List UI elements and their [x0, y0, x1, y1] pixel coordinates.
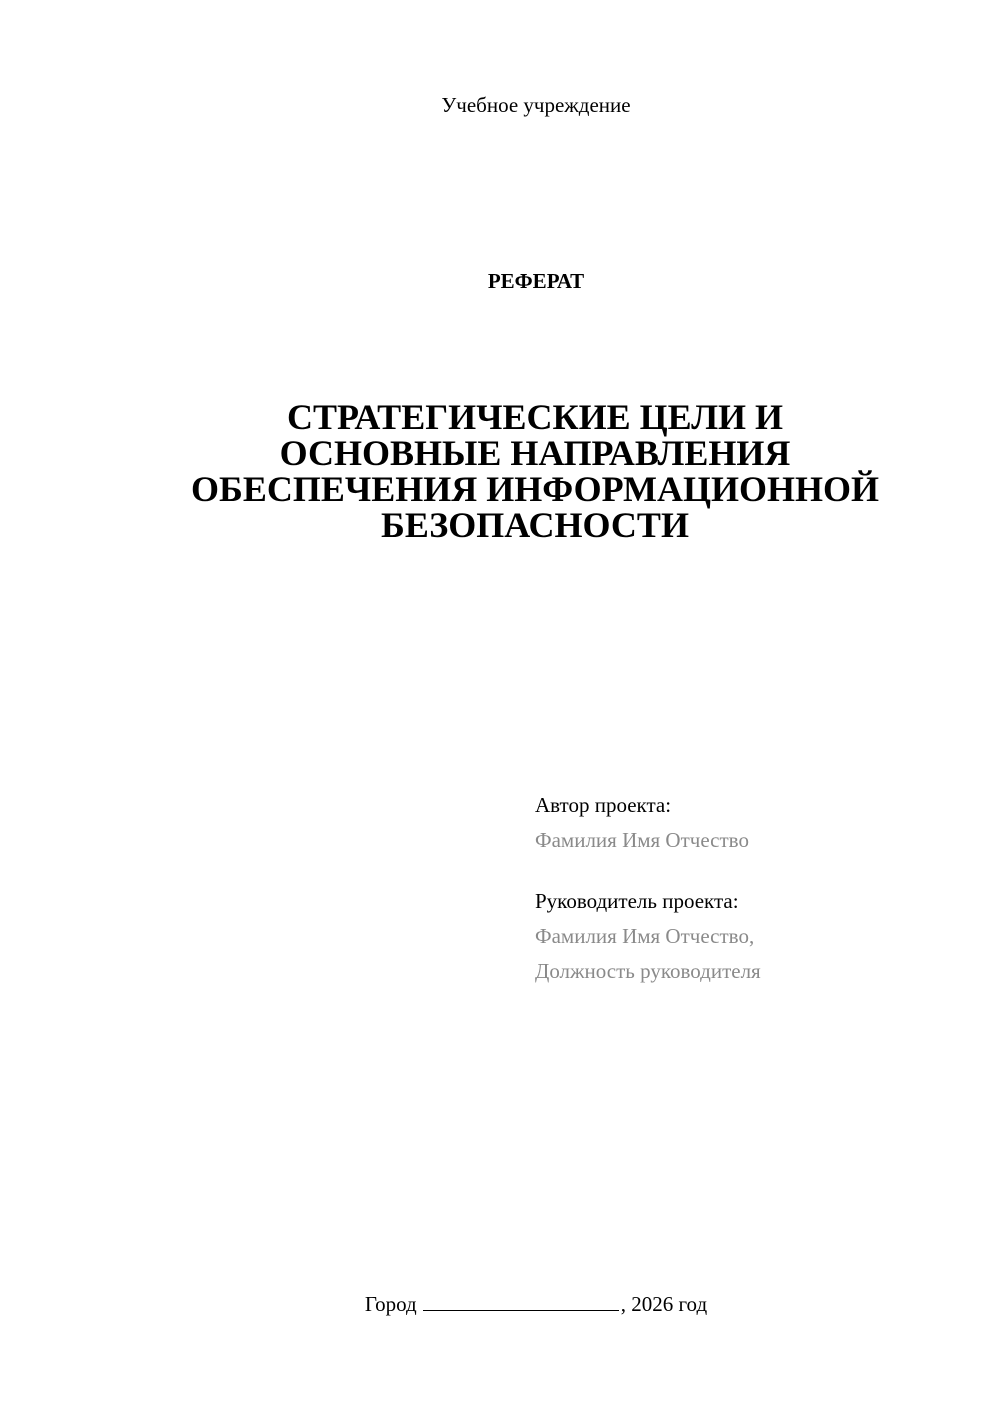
supervisor-position: Должность руководителя: [535, 959, 761, 983]
city-blank-line: [423, 1290, 619, 1311]
document-type: РЕФЕРАТ: [487, 269, 585, 293]
author-name: Фамилия Имя Отчество: [535, 828, 749, 852]
institution-name: Учебное учреждение: [441, 93, 631, 117]
supervisor-label: Руководитель проекта:: [535, 889, 739, 913]
title-line: СТРАТЕГИЧЕСКИЕ ЦЕЛИ И: [286, 397, 784, 437]
city-label: Город: [364, 1292, 417, 1316]
spacer: [535, 858, 975, 884]
supervisor-name: Фамилия Имя Отчество,: [535, 924, 755, 948]
author-label: Автор проекта:: [535, 793, 672, 817]
title-line: БЕЗОПАСНОСТИ: [381, 505, 689, 545]
credits-block: [535, 788, 975, 989]
document-title: [150, 399, 920, 543]
year-text: , 2026 год: [620, 1292, 708, 1316]
city-year-line: [0, 1289, 1000, 1319]
title-line: ОСНОВНЫЕ НАПРАВЛЕНИЯ: [279, 433, 791, 473]
title-line: ОБЕСПЕЧЕНИЯ ИНФОРМАЦИОННОЙ: [191, 469, 879, 509]
